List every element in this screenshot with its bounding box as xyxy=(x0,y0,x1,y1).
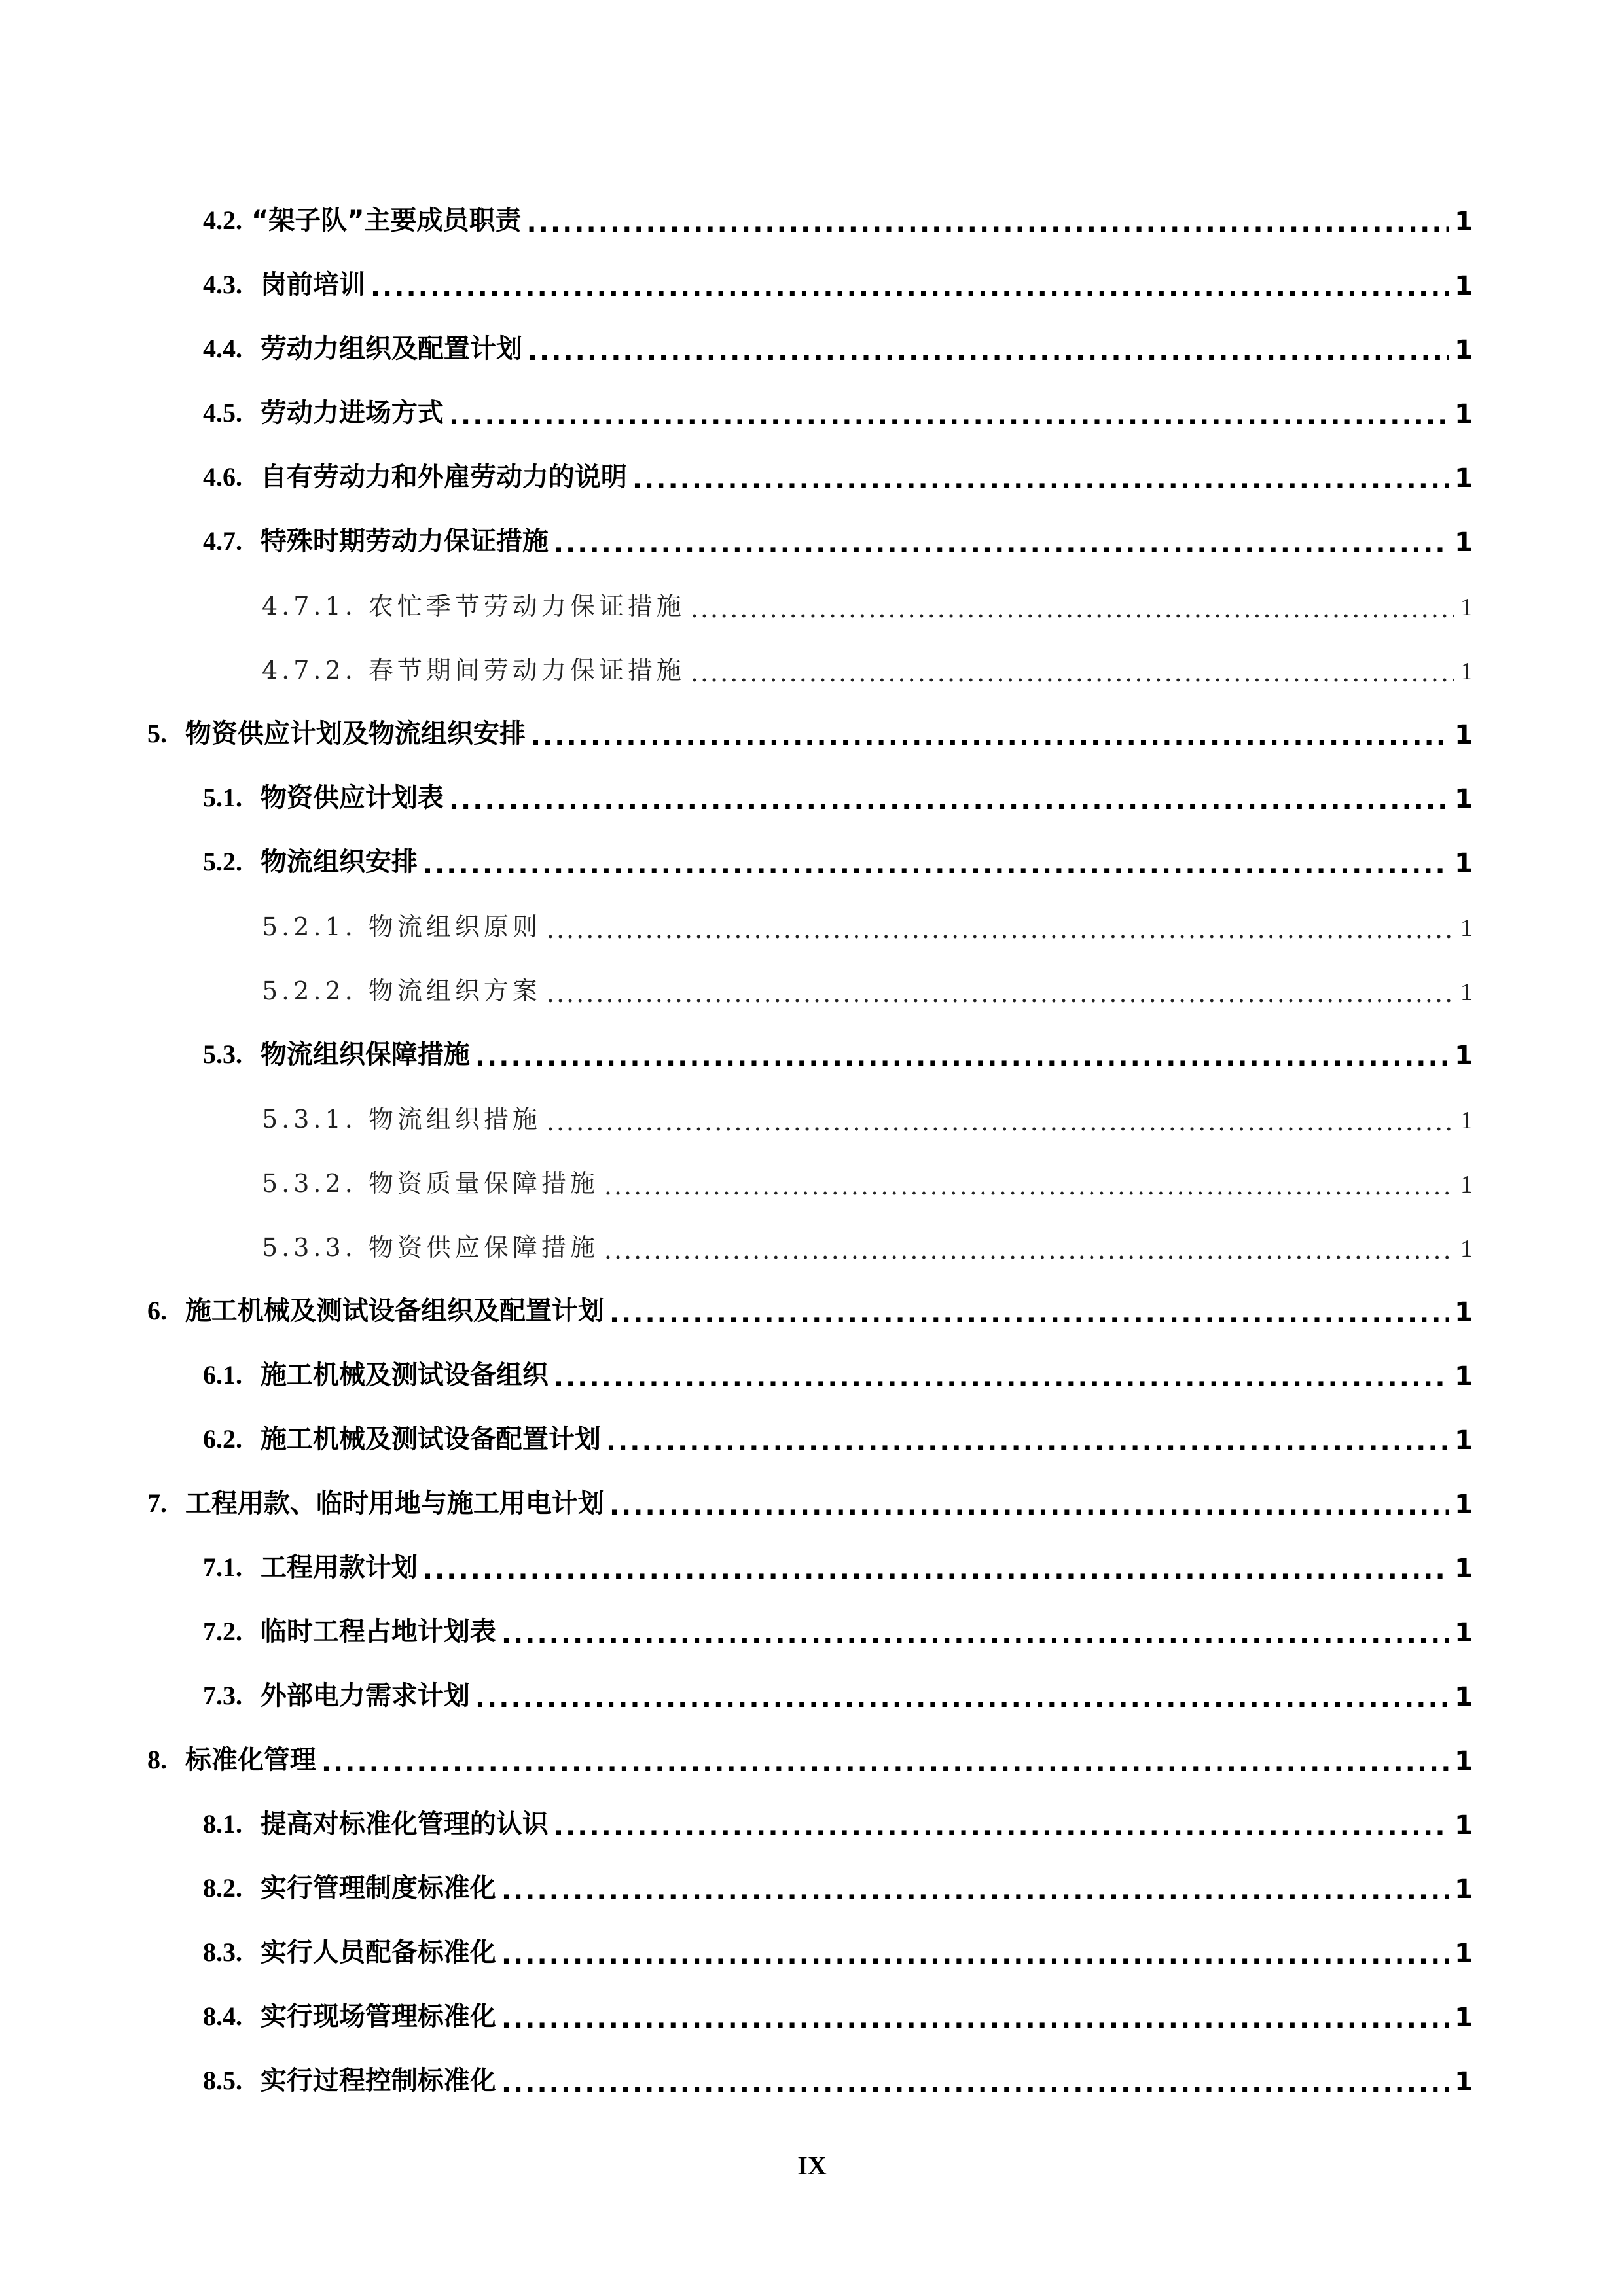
toc-entry[interactable] xyxy=(147,1285,1473,1327)
toc-entry-title: 外部电力需求计划 xyxy=(260,1681,470,1711)
dot-leader xyxy=(547,1109,1454,1135)
toc-entry[interactable] xyxy=(203,323,1473,365)
toc-entry-number: 7.1. xyxy=(203,1552,242,1582)
toc-entry-title: 标准化管理 xyxy=(185,1745,316,1775)
toc-entry-number: 5.2.2. xyxy=(262,977,357,1005)
toc-entry-title: 物流组织安排 xyxy=(260,847,418,877)
toc-entry[interactable] xyxy=(203,259,1473,301)
toc-entry-label xyxy=(203,1354,549,1391)
toc-entry-label xyxy=(203,456,627,493)
toc-entry-page: 1 xyxy=(1454,1554,1473,1584)
toc-entry-title: 施工机械及测试设备组织 xyxy=(260,1360,549,1390)
dot-leader xyxy=(423,1558,1449,1584)
toc-entry-label xyxy=(203,841,418,878)
toc-entry[interactable] xyxy=(147,708,1473,750)
toc-entry-number: 5.3. xyxy=(203,1039,242,1069)
dot-leader xyxy=(554,1365,1449,1391)
toc-entry[interactable] xyxy=(203,836,1473,878)
toc-entry-number: 6.2. xyxy=(203,1424,242,1454)
toc-entry-title: 施工机械及测试设备配置计划 xyxy=(260,1424,601,1454)
toc-entry-label xyxy=(262,971,541,1007)
toc-entry-number: 5.3.3. xyxy=(262,1233,357,1262)
toc-entry-number: 5.2. xyxy=(203,847,242,876)
dot-leader xyxy=(321,1750,1449,1776)
toc-entry-title: 物流组织保障措施 xyxy=(260,1039,470,1069)
toc-entry[interactable] xyxy=(203,1414,1473,1456)
toc-entry-title: 春节期间劳动力保证措施 xyxy=(368,656,685,685)
dot-leader xyxy=(527,211,1450,237)
dot-leader xyxy=(604,1173,1454,1199)
toc-entry[interactable] xyxy=(203,1863,1473,1905)
toc-entry[interactable] xyxy=(203,1670,1473,1712)
toc-entry-page: 1 xyxy=(1454,1490,1473,1520)
toc-entry-title: 物资供应保障措施 xyxy=(368,1233,599,1262)
dot-leader xyxy=(554,531,1449,558)
toc-entry-label xyxy=(147,1482,604,1520)
toc-entry-number: 4.7.2. xyxy=(262,656,357,685)
toc-entry-title: 岗前培训 xyxy=(260,270,365,300)
toc-entry-label xyxy=(203,264,365,301)
toc-entry-label xyxy=(262,1163,599,1199)
toc-entry-page: 1 xyxy=(1454,1618,1473,1648)
toc-entry-number: 4.5. xyxy=(203,398,242,427)
dot-leader xyxy=(691,596,1454,622)
dot-leader xyxy=(609,1494,1449,1520)
toc-entry-number: 5. xyxy=(147,719,167,748)
dot-leader xyxy=(604,1237,1454,1263)
dot-leader xyxy=(501,1622,1449,1648)
toc-entry[interactable] xyxy=(203,1542,1473,1584)
toc-entry-label xyxy=(203,1418,601,1456)
toc-entry-page: 1 xyxy=(1454,335,1473,365)
toc-entry-page: 1 xyxy=(1454,1939,1473,1969)
toc-entry-number: 4.7.1. xyxy=(262,592,357,620)
toc-entry-page: 1 xyxy=(1454,207,1473,237)
toc-entry-title: 临时工程占地计划表 xyxy=(260,1617,496,1647)
toc-entry-number: 4.4. xyxy=(203,334,242,363)
page-number-footer: IX xyxy=(797,2151,827,2180)
toc-entry-number: 5.3.2. xyxy=(262,1169,357,1198)
toc-entry-page: 1 xyxy=(1454,720,1473,750)
toc-entry-label xyxy=(203,520,549,558)
toc-entry-number: 8.3. xyxy=(203,1937,242,1967)
toc-entry[interactable] xyxy=(203,1606,1473,1648)
dot-leader xyxy=(449,788,1449,814)
toc-entry-number: 8.2. xyxy=(203,1873,242,1903)
toc-entry-title: 劳动力组织及配置计划 xyxy=(260,334,522,364)
toc-entry-page: 1 xyxy=(1454,2003,1473,2033)
toc-entry-label xyxy=(203,777,444,814)
toc-entry-label xyxy=(262,906,541,942)
toc-entry[interactable] xyxy=(203,387,1473,429)
toc-entry[interactable] xyxy=(262,1157,1473,1199)
toc-entry[interactable] xyxy=(203,1350,1473,1391)
toc-entry-title: 特殊时期劳动力保证措施 xyxy=(260,526,549,556)
dot-leader xyxy=(547,980,1454,1007)
dot-leader xyxy=(691,660,1454,686)
toc-entry-page: 1 xyxy=(1454,784,1473,814)
toc-entry[interactable] xyxy=(262,1221,1473,1263)
toc-entry-title: 施工机械及测试设备组织及配置计划 xyxy=(185,1296,604,1326)
toc-entry-number: 8. xyxy=(147,1745,167,1774)
toc-entry-page: 1 xyxy=(1454,1426,1473,1456)
dot-leader xyxy=(501,2071,1449,2097)
toc-entry-label xyxy=(203,200,522,237)
dot-leader xyxy=(501,2007,1449,2033)
dot-leader xyxy=(547,916,1454,942)
toc-entry-page: 1 xyxy=(1454,1810,1473,1840)
toc-entry[interactable] xyxy=(203,1927,1473,1969)
toc-entry-page: 1 xyxy=(1454,1361,1473,1391)
toc-entry-page: 1 xyxy=(1454,1746,1473,1776)
toc-entry-label xyxy=(203,1547,418,1584)
toc-entry[interactable] xyxy=(262,580,1473,622)
toc-entry-number: 4.7. xyxy=(203,526,242,556)
toc-entry[interactable] xyxy=(203,1991,1473,2033)
toc-entry-page: 1 xyxy=(1460,658,1473,685)
toc-entry[interactable] xyxy=(203,195,1473,237)
toc-entry-page: 1 xyxy=(1454,1682,1473,1712)
toc-entry-number: 8.1. xyxy=(203,1809,242,1839)
toc-entry-label xyxy=(147,1739,316,1776)
toc-entry-page: 1 xyxy=(1454,1874,1473,1905)
dot-leader xyxy=(501,1878,1449,1905)
toc-entry-number: 4.3. xyxy=(203,270,242,299)
toc-entry-page: 1 xyxy=(1454,528,1473,558)
toc-entry[interactable] xyxy=(147,1478,1473,1520)
toc-entry-title: 物流组织方案 xyxy=(368,977,541,1005)
toc-entry-title: 自有劳动力和外雇劳动力的说明 xyxy=(260,462,627,492)
dot-leader xyxy=(449,403,1449,429)
toc-entry-title: 实行管理制度标准化 xyxy=(260,1873,496,1903)
toc-entry-page: 1 xyxy=(1460,1107,1473,1134)
dot-leader xyxy=(606,1429,1449,1456)
toc-entry-number: 4.2. xyxy=(203,206,242,235)
toc-entry-number: 5.3.1. xyxy=(262,1105,357,1134)
toc-entry[interactable] xyxy=(262,901,1473,942)
dot-leader xyxy=(423,852,1449,878)
toc-entry-number: 6. xyxy=(147,1296,167,1325)
toc-entry-number: 7.2. xyxy=(203,1617,242,1646)
toc-entry[interactable] xyxy=(203,516,1473,558)
toc-entry-number: 4.6. xyxy=(203,462,242,492)
toc-entry-number: 8.4. xyxy=(203,2001,242,2031)
toc-entry-title: 物资质量保障措施 xyxy=(368,1169,599,1198)
toc-entry-title: 农忙季节劳动力保证措施 xyxy=(368,592,685,620)
toc-entry[interactable] xyxy=(262,644,1473,686)
toc-entry-label xyxy=(262,1227,599,1263)
toc-entry-page: 1 xyxy=(1454,1297,1473,1327)
toc-entry-label xyxy=(203,1803,549,1840)
toc-entry-page: 1 xyxy=(1454,2067,1473,2097)
toc-entry[interactable] xyxy=(203,452,1473,493)
toc-entry-page: 1 xyxy=(1460,1235,1473,1263)
toc-entry-label xyxy=(262,1099,541,1135)
toc-entry[interactable] xyxy=(203,772,1473,814)
toc-entry-page: 1 xyxy=(1460,914,1473,942)
toc-entry-label xyxy=(203,1033,470,1071)
toc-entry-page: 1 xyxy=(1454,848,1473,878)
toc-entry-label xyxy=(203,1996,496,2033)
toc-entry-title: 工程用款、临时用地与施工用电计划 xyxy=(185,1488,604,1518)
dot-leader xyxy=(528,339,1449,365)
toc-entry-page: 1 xyxy=(1460,594,1473,621)
toc-entry-title: 工程用款计划 xyxy=(260,1552,418,1583)
dot-leader xyxy=(475,1686,1449,1712)
dot-leader xyxy=(501,1943,1449,1969)
toc-entry-label xyxy=(262,650,685,686)
toc-entry-page: 1 xyxy=(1454,271,1473,301)
dot-leader xyxy=(554,1814,1449,1840)
toc-entry-number: 5.2.1. xyxy=(262,912,357,941)
toc-entry[interactable] xyxy=(203,2055,1473,2097)
toc-entry-title: 实行人员配备标准化 xyxy=(260,1937,496,1967)
dot-leader xyxy=(609,1301,1449,1327)
toc-entry-title: 物资供应计划表 xyxy=(260,783,444,813)
toc-entry-title: 提高对标准化管理的认识 xyxy=(260,1809,549,1839)
toc-entry-number: 6.1. xyxy=(203,1360,242,1390)
toc-entry-label xyxy=(203,328,522,365)
toc-entry-number: 7. xyxy=(147,1488,167,1518)
toc-entry-label xyxy=(203,1675,470,1712)
toc-entry-title: 实行过程控制标准化 xyxy=(260,2066,496,2096)
toc-entry-label xyxy=(262,586,685,622)
toc-entry[interactable] xyxy=(262,1093,1473,1135)
toc-entry-label xyxy=(203,2060,496,2097)
toc-entry[interactable] xyxy=(203,1029,1473,1071)
toc-entry[interactable] xyxy=(203,1799,1473,1840)
toc-entry-page: 1 xyxy=(1460,1171,1473,1198)
toc-entry-label xyxy=(203,1931,496,1969)
toc-entry-label xyxy=(147,1290,604,1327)
toc-entry-title: 物流组织措施 xyxy=(368,1105,541,1134)
toc-entry-number: 8.5. xyxy=(203,2066,242,2095)
toc-entry-number: 5.1. xyxy=(203,783,242,812)
toc-entry-title: 物资供应计划及物流组织安排 xyxy=(185,719,526,749)
toc-entry[interactable] xyxy=(262,965,1473,1007)
toc-entry-page: 1 xyxy=(1460,978,1473,1006)
toc-entry-label xyxy=(203,1611,496,1648)
toc-entry-title: “架子队”主要成员职责 xyxy=(251,206,522,236)
toc-entry-page: 1 xyxy=(1454,1041,1473,1071)
dot-leader xyxy=(632,467,1449,493)
toc-entry-title: 物流组织原则 xyxy=(368,912,541,941)
dot-leader xyxy=(370,275,1449,301)
toc-entry-label xyxy=(147,713,526,750)
toc-entry-page: 1 xyxy=(1454,463,1473,493)
toc-entry-title: 劳动力进场方式 xyxy=(260,398,444,428)
toc-entry-label xyxy=(203,392,444,429)
dot-leader xyxy=(531,724,1449,750)
toc-entry-number: 7.3. xyxy=(203,1681,242,1710)
toc-entry-title: 实行现场管理标准化 xyxy=(260,2001,496,2032)
dot-leader xyxy=(475,1045,1449,1071)
toc-entry-page: 1 xyxy=(1454,399,1473,429)
toc-entry[interactable] xyxy=(147,1734,1473,1776)
toc-entry-label xyxy=(203,1867,496,1905)
